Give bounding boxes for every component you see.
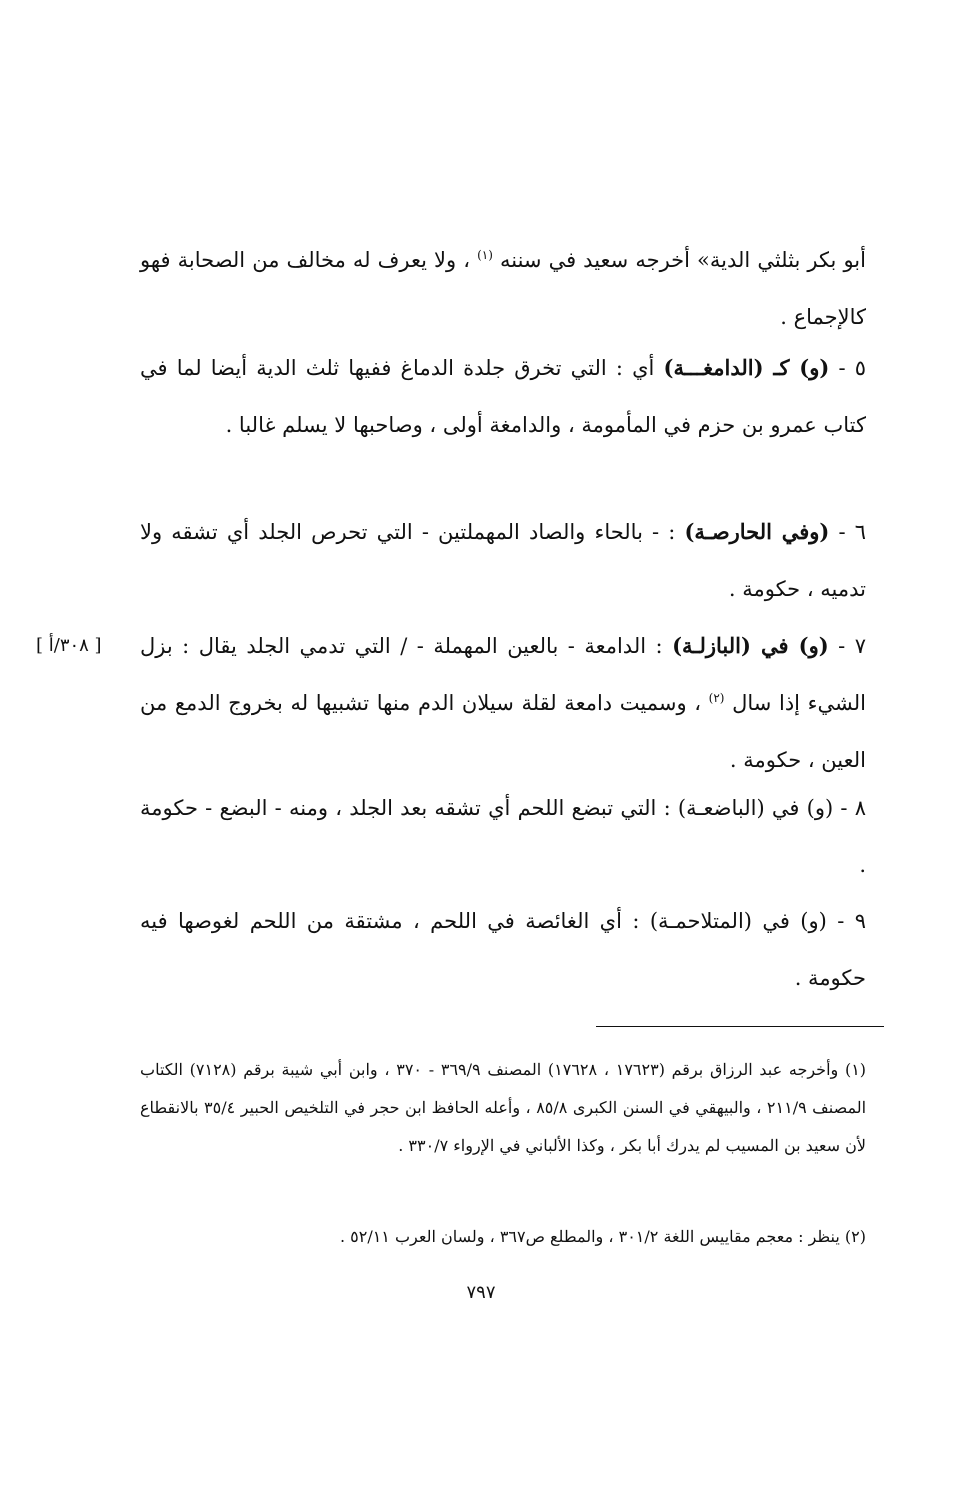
footnote-ref-1: (١) xyxy=(477,248,493,262)
term-damigha: (و) كـ (الدامغـــة) xyxy=(663,355,830,380)
text-run: : الدامعة - بالعين المهملة - / التي تدمي الجلد يقال : بزل الشيء إذا سال xyxy=(140,634,866,715)
paragraph-8 xyxy=(140,780,866,894)
item-number: ٦ - xyxy=(829,520,866,544)
margin-folio-note: [ ٣٠٨/أ ] xyxy=(36,635,102,656)
term-harisa: (وفي الحارصـة) xyxy=(684,519,830,544)
paragraph-1 xyxy=(140,232,866,346)
footnote-separator xyxy=(596,1026,884,1027)
term-badia: (و) في (الباضعـة) xyxy=(677,796,834,820)
paragraph-9 xyxy=(140,893,866,1007)
paragraph-6 xyxy=(140,503,866,618)
item-number: ٧ - xyxy=(828,634,866,658)
text-run: : - بالحاء والصاد المهملتين - التي تحرص الجلد أي تشقه ولا تدميه ، حكومة . xyxy=(140,520,866,601)
text-run: أي : التي تخرق جلدة الدماغ ففيها ثلث الدية أيضا لما في كتاب عمرو بن حزم في المأمومة ، والدامغة أولى ، وصاحبها لا يسلم غالبا . xyxy=(140,356,866,437)
paragraph-5 xyxy=(140,339,866,454)
item-number: ٨ - xyxy=(833,796,866,820)
text-run: ، وسميت دامعة لقلة سيلان الدم منها تشبيها له بخروج الدمع من العين ، حكومة . xyxy=(140,691,866,772)
text-run: أبو بكر بثلثي الدية» أخرجه سعيد في سننه xyxy=(492,248,866,272)
text-run: : التي تبضع اللحم أي تشقه بعد الجلد ، ومنه - البضع - حكومة . xyxy=(140,796,866,877)
term-mutalahima: (و) في (المتلاحمـة) xyxy=(649,909,827,933)
term-bazila: (و) في (البازلـة) xyxy=(672,633,829,658)
footnote-1: (١) وأخرجه عبد الرزاق برقم (١٧٦٢٣ ، ١٧٦٢٨) المصنف ٣٦٩/٩ - ٣٧٠ ، وابن أبي شيبة برقم (٧١٢٨) الكتاب المصنف ٢١١/٩ ، والبيهقي في السنن الكبرى ٨٥/٨ ، وأعله الحافظ ابن حجر في التلخيص الحبير ٣٥/٤ بالانقطاع لأن سعيد بن المسيب لم يدرك أبا بكر ، وكذا الألباني في الإرواء ٣٣٠/٧ . xyxy=(140,1060,867,1155)
footnote-ref-2: (٢) xyxy=(708,691,725,705)
footnote-2: (٢) ينظر : معجم مقاييس اللغة ٣٠١/٢ ، والمطلع ص٣٦٧ ، ولسان العرب ٥٢/١١ . xyxy=(339,1227,866,1246)
page-number: ٧٩٧ xyxy=(466,1282,496,1303)
text-run: ، ولا يعرف له مخالف من الصحابة فهو كالإجماع . xyxy=(140,248,866,329)
paragraph-7 xyxy=(140,617,866,789)
item-number: ٥ - xyxy=(829,356,866,380)
text-run: : أي الغائصة في اللحم ، مشتقة من اللحم لغوصها فيه حكومة . xyxy=(140,909,866,990)
item-number: ٩ - xyxy=(826,909,866,933)
